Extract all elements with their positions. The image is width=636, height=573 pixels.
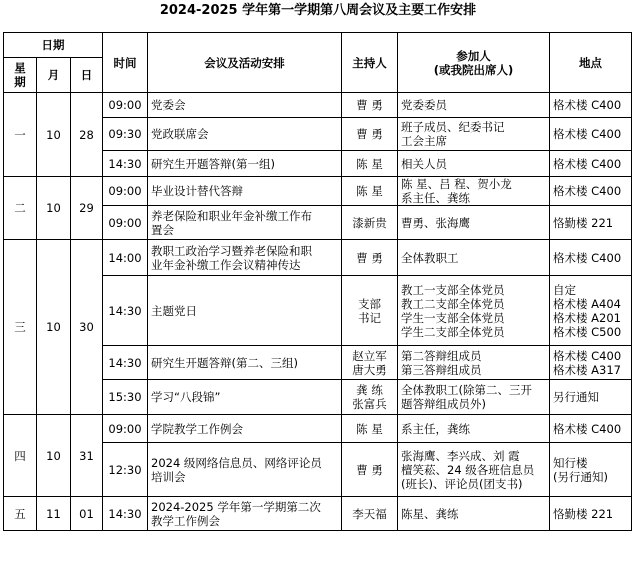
day-cell: 28 — [71, 93, 103, 177]
host-cell — [342, 93, 398, 118]
attendee-line: 班子成员、纪委书记 — [401, 120, 505, 134]
schedule-table — [3, 32, 632, 531]
event-line: 养老保险和职业年金补缴工作布 — [151, 208, 312, 223]
event-line: 置会 — [151, 222, 174, 237]
attendee-line: 陈 星、吕 程、贺小龙 — [401, 177, 512, 191]
event-cell — [148, 151, 342, 177]
location-line: 格术楼 C400 — [553, 348, 622, 363]
event-line: 教职工政治学习暨养老保险和职 — [151, 243, 312, 258]
attendees-cell — [398, 151, 550, 177]
attendees-cell — [398, 93, 550, 118]
table-row — [4, 93, 632, 118]
location-cell — [550, 380, 632, 415]
location-line: 另行通知 — [553, 390, 599, 404]
event-cell — [148, 177, 342, 206]
event-line: 业年金补缴工作会议精神传达 — [151, 257, 301, 272]
host-line: 陈 星 — [356, 421, 383, 436]
time-cell: 14:00 — [103, 240, 148, 276]
location-line: 格术楼 C400 — [553, 156, 622, 171]
host-line: 书记 — [358, 310, 381, 325]
event-line: 党委会 — [151, 98, 186, 112]
attendee-line: 系主任，龚练 — [401, 421, 470, 436]
attendee-line: 工会主席 — [401, 134, 447, 148]
host-cell — [342, 346, 398, 380]
attendee-line: 檀笑菘、24 级各班信息员 — [401, 462, 535, 477]
attendees-header — [398, 33, 550, 93]
attendees-cell — [398, 380, 550, 415]
host-line: 陈 星 — [356, 156, 383, 171]
event-cell — [148, 497, 342, 531]
weekday-cell: 一 — [4, 93, 37, 177]
day-cell: 31 — [71, 415, 103, 497]
month-cell: 10 — [37, 177, 71, 240]
attendee-line: 全体教职工 — [401, 250, 459, 265]
attendees-cell — [398, 206, 550, 240]
host-cell — [342, 151, 398, 177]
location-line: 格术楼 C400 — [553, 421, 622, 436]
host-line: 曹 勇 — [356, 250, 383, 265]
day-cell: 01 — [71, 497, 103, 531]
event-line: 2024 级网络信息员、网络评论员 — [151, 455, 322, 470]
weekday-header — [4, 58, 37, 93]
month-cell: 10 — [37, 415, 71, 497]
host-cell — [342, 380, 398, 415]
event-cell — [148, 276, 342, 346]
weekday-cell: 四 — [4, 415, 37, 497]
time-cell: 09:30 — [103, 118, 148, 151]
location-header: 地点 — [550, 33, 632, 93]
location-cell — [550, 151, 632, 177]
location-cell — [550, 93, 632, 118]
event-cell — [148, 93, 342, 118]
event-cell — [148, 240, 342, 276]
host-line: 唐大勇 — [352, 362, 387, 377]
event-cell — [148, 206, 342, 240]
attendee-line: 教工一支部全体党员 — [401, 282, 505, 297]
table-row — [4, 415, 632, 443]
event-line: 主题党日 — [151, 303, 197, 318]
attendees-cell — [398, 118, 550, 151]
location-cell — [550, 206, 632, 240]
host-cell — [342, 276, 398, 346]
location-line: 格术楼 C400 — [553, 98, 622, 112]
attendee-line: (班长)、评论员(团支书) — [401, 476, 523, 491]
event-cell — [148, 443, 342, 497]
event-cell — [148, 380, 342, 415]
host-line: 李天福 — [352, 506, 387, 521]
time-cell: 15:30 — [103, 380, 148, 415]
attendee-line: 学生二支部全体党员 — [401, 324, 505, 339]
table-row — [4, 177, 632, 206]
attendee-line: 张海鹰、李兴成、刘 霞 — [401, 448, 520, 463]
time-cell: 09:00 — [103, 177, 148, 206]
host-cell — [342, 177, 398, 206]
day-cell: 30 — [71, 240, 103, 415]
time-cell: 14:30 — [103, 151, 148, 177]
time-cell: 09:00 — [103, 93, 148, 118]
weekday-cell: 二 — [4, 177, 37, 240]
attendees-cell — [398, 276, 550, 346]
host-cell — [342, 206, 398, 240]
host-line: 曹 勇 — [356, 98, 383, 112]
table-row — [4, 240, 632, 276]
location-line: 格术楼 A201 — [553, 310, 621, 325]
event-line: 党政联席会 — [151, 127, 209, 141]
location-cell — [550, 177, 632, 206]
event-line: 培训会 — [151, 469, 186, 484]
weekday-cell: 五 — [4, 497, 37, 531]
event-cell — [148, 118, 342, 151]
attendee-line: 教工二支部全体党员 — [401, 296, 505, 311]
location-cell — [550, 415, 632, 443]
location-cell — [550, 118, 632, 151]
host-cell — [342, 443, 398, 497]
weekday-cell: 三 — [4, 240, 37, 415]
weekday-header-line: 星 — [14, 61, 26, 75]
host-line: 曹 勇 — [356, 462, 383, 477]
host-line: 赵立军 — [352, 348, 387, 363]
event-line: 学院教学工作例会 — [151, 421, 243, 436]
attendee-line: 全体教职工(除第二、三开 — [401, 383, 532, 397]
host-line: 支部 — [358, 296, 381, 311]
month-cell: 10 — [37, 240, 71, 415]
day-header: 日 — [71, 58, 103, 93]
attendee-line: 相关人员 — [401, 156, 447, 171]
time-cell: 14:30 — [103, 497, 148, 531]
attendee-line: 第二答辩组成员 — [401, 348, 482, 363]
event-cell — [148, 346, 342, 380]
location-line: 格术楼 A317 — [553, 362, 621, 377]
host-line: 漆新贵 — [352, 215, 387, 230]
month-header: 月 — [37, 58, 71, 93]
attendees-header-line: 参加人 — [456, 48, 491, 63]
location-cell — [550, 497, 632, 531]
event-line: 研究生开题答辩(第一组) — [151, 156, 275, 171]
time-header: 时间 — [103, 33, 148, 93]
host-line: 张富兵 — [352, 397, 387, 411]
time-cell: 14:30 — [103, 346, 148, 380]
location-cell — [550, 276, 632, 346]
attendees-cell — [398, 443, 550, 497]
location-cell — [550, 346, 632, 380]
location-line: 格术楼 A404 — [553, 296, 621, 311]
location-line: 恪勤楼 221 — [553, 215, 614, 230]
time-cell: 12:30 — [103, 443, 148, 497]
host-line: 曹 勇 — [356, 127, 383, 141]
month-cell: 11 — [37, 497, 71, 531]
host-cell — [342, 497, 398, 531]
attendees-cell — [398, 497, 550, 531]
location-line: (另行通知) — [553, 469, 608, 484]
header-row-1 — [4, 33, 632, 58]
host-line: 陈 星 — [356, 184, 383, 198]
attendees-cell — [398, 240, 550, 276]
event-line: 2024-2025 学年第一学期第二次 — [151, 499, 321, 514]
attendees-header-line: (或我院出席人) — [433, 62, 514, 77]
attendee-line: 党委委员 — [401, 98, 447, 112]
location-line: 格术楼 C400 — [553, 127, 622, 141]
time-cell: 14:30 — [103, 276, 148, 346]
host-cell — [342, 118, 398, 151]
attendee-line: 第三答辩组成员 — [401, 362, 482, 377]
attendee-line: 曹勇、张海鹰 — [401, 215, 470, 230]
event-line: 研究生开题答辩(第二、三组) — [151, 355, 298, 370]
weekday-header-line: 期 — [14, 75, 26, 89]
location-cell — [550, 443, 632, 497]
page-title: 2024-2025 学年第一学期第八周会议及主要工作安排 — [159, 3, 477, 18]
attendee-line: 题答辩组成员外) — [401, 397, 486, 411]
location-line: 格术楼 C400 — [553, 184, 622, 198]
event-line: 教学工作例会 — [151, 513, 220, 528]
attendees-cell — [398, 415, 550, 443]
attendee-line: 陈星、龚练 — [401, 506, 459, 521]
attendee-line: 学生一支部全体党员 — [401, 310, 505, 325]
location-line: 恪勤楼 221 — [553, 506, 614, 521]
attendee-line: 系主任、龚练 — [401, 191, 470, 205]
event-header: 会议及活动安排 — [148, 33, 342, 93]
location-line: 自定 — [553, 282, 576, 297]
time-cell: 09:00 — [103, 206, 148, 240]
event-line: 学习“八段锦” — [151, 390, 221, 404]
date-header: 日期 — [4, 33, 103, 58]
table-row — [4, 497, 632, 531]
host-cell — [342, 415, 398, 443]
attendees-cell — [398, 346, 550, 380]
location-cell — [550, 240, 632, 276]
host-cell — [342, 240, 398, 276]
attendees-cell — [398, 177, 550, 206]
schedule-body — [4, 93, 632, 531]
event-cell — [148, 415, 342, 443]
location-line: 知行楼 — [553, 455, 588, 470]
month-cell: 10 — [37, 93, 71, 177]
event-line: 毕业设计替代答辩 — [151, 184, 243, 198]
time-cell: 09:00 — [103, 415, 148, 443]
host-header: 主持人 — [342, 33, 398, 93]
location-line: 格术楼 C500 — [553, 324, 622, 339]
day-cell: 29 — [71, 177, 103, 240]
location-line: 格术楼 C400 — [553, 250, 622, 265]
host-line: 龚 练 — [356, 383, 383, 397]
